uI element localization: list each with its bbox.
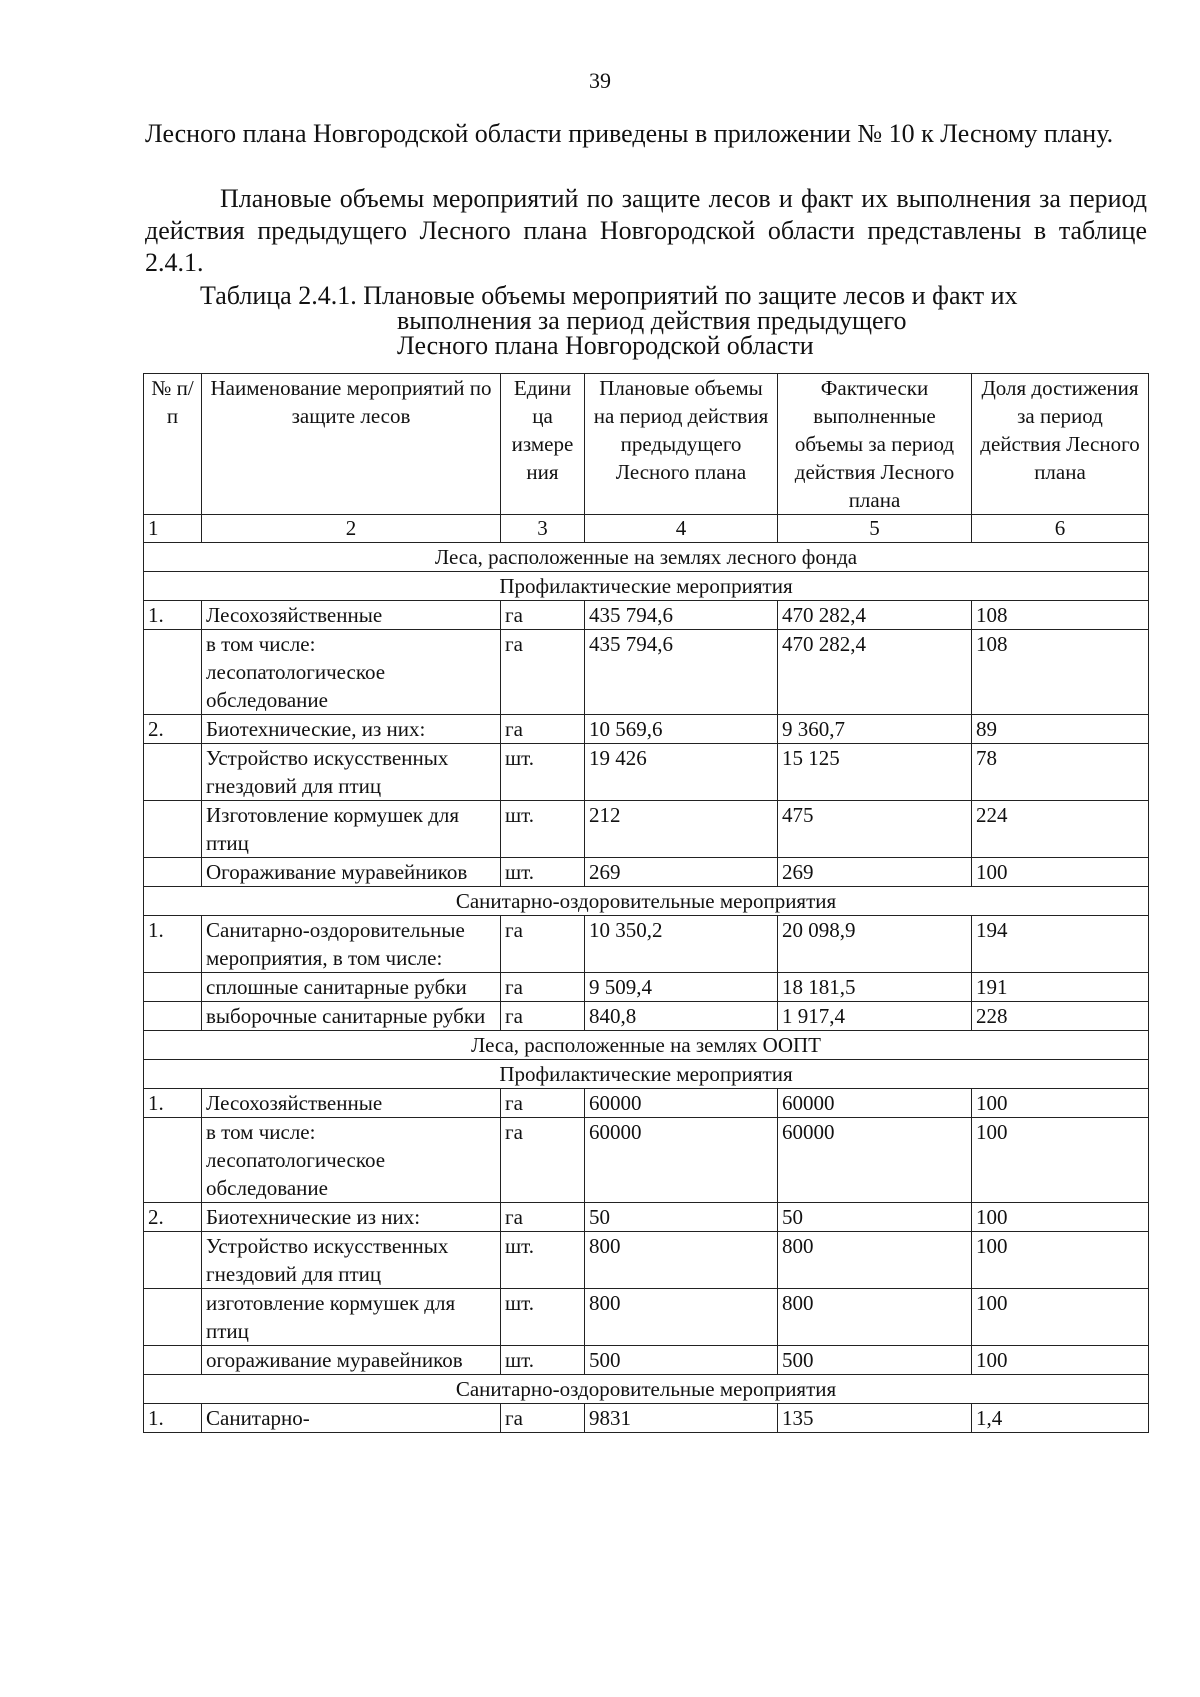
achievement-percent: 1,4 xyxy=(972,1404,1149,1433)
actual-value: 800 xyxy=(778,1289,972,1346)
planned-value: 269 xyxy=(585,858,778,887)
planned-value: 10 569,6 xyxy=(585,715,778,744)
row-number: 1. xyxy=(144,1404,202,1433)
table-row xyxy=(144,973,1149,1002)
unit: шт. xyxy=(501,1289,585,1346)
unit: га xyxy=(501,630,585,715)
table-caption-line: Таблица 2.4.1. Плановые объемы мероприятий по защите лесов и факт их xyxy=(200,281,1018,310)
column-number: 1 xyxy=(144,515,202,543)
achievement-percent: 100 xyxy=(972,1089,1149,1118)
table-row xyxy=(144,1289,1149,1346)
unit: га xyxy=(501,973,585,1002)
planned-value: 800 xyxy=(585,1232,778,1289)
table-header-row xyxy=(144,374,1149,515)
column-number: 2 xyxy=(202,515,501,543)
section-title: Профилактические мероприятия xyxy=(144,1060,1149,1089)
planned-value: 9 509,4 xyxy=(585,973,778,1002)
table-section-row xyxy=(144,572,1149,601)
table-row xyxy=(144,1232,1149,1289)
section-title: Санитарно-оздоровительные мероприятия xyxy=(144,887,1149,916)
section-title: Профилактические мероприятия xyxy=(144,572,1149,601)
unit: шт. xyxy=(501,1346,585,1375)
actual-value: 470 282,4 xyxy=(778,601,972,630)
column-numbers-row xyxy=(144,515,1149,543)
header-activity-name: Наименование мероприятий по защите лесов xyxy=(202,374,501,515)
page-number: 39 xyxy=(589,68,611,93)
table-section-row xyxy=(144,543,1149,572)
unit: га xyxy=(501,1002,585,1031)
achievement-percent: 100 xyxy=(972,1346,1149,1375)
table-row xyxy=(144,744,1149,801)
activity-name: выборочные санитарные рубки xyxy=(202,1002,501,1031)
actual-value: 470 282,4 xyxy=(778,630,972,715)
achievement-percent: 100 xyxy=(972,1118,1149,1203)
achievement-percent: 100 xyxy=(972,858,1149,887)
planned-value: 60000 xyxy=(585,1118,778,1203)
activity-name: Санитарно-оздоровительные мероприятия, в том числе: xyxy=(202,916,501,973)
actual-value: 800 xyxy=(778,1232,972,1289)
table-row xyxy=(144,858,1149,887)
actual-value: 135 xyxy=(778,1404,972,1433)
paragraph-table-reference: Плановые объемы мероприятий по защите лесов и факт их выполнения за период действия предыдущего Лесного плана Новгородской области представлены в таблице 2.4.1. xyxy=(145,184,1147,277)
planned-value: 500 xyxy=(585,1346,778,1375)
planned-value: 19 426 xyxy=(585,744,778,801)
table-row xyxy=(144,1118,1149,1203)
unit: шт. xyxy=(501,744,585,801)
planned-value: 800 xyxy=(585,1289,778,1346)
unit: га xyxy=(501,1203,585,1232)
header-unit: Едини ца измере ния xyxy=(501,374,585,515)
unit: шт. xyxy=(501,1232,585,1289)
unit: га xyxy=(501,601,585,630)
unit: га xyxy=(501,1118,585,1203)
section-title: Леса, расположенные на землях лесного фонда xyxy=(144,543,1149,572)
header-achievement-share: Доля достижения за период действия Лесного плана xyxy=(972,374,1149,515)
table-caption-line: выполнения за период действия предыдущего xyxy=(397,306,907,335)
actual-value: 9 360,7 xyxy=(778,715,972,744)
actual-value: 60000 xyxy=(778,1118,972,1203)
table-row xyxy=(144,715,1149,744)
planned-value: 212 xyxy=(585,801,778,858)
table-caption-line: Лесного плана Новгородской области xyxy=(397,331,814,360)
header-planned-volume: Плановые объемы на период действия предыдущего Лесного плана xyxy=(585,374,778,515)
row-number xyxy=(144,744,202,801)
table-row xyxy=(144,601,1149,630)
table-body xyxy=(144,543,1149,1433)
header-actual-volume: Фактически выполненные объемы за период действия Лесного плана xyxy=(778,374,972,515)
achievement-percent: 228 xyxy=(972,1002,1149,1031)
unit: га xyxy=(501,1404,585,1433)
table-caption xyxy=(200,283,1160,358)
achievement-percent: 100 xyxy=(972,1232,1149,1289)
column-number: 4 xyxy=(585,515,778,543)
row-number xyxy=(144,630,202,715)
actual-value: 60000 xyxy=(778,1089,972,1118)
table-row xyxy=(144,1002,1149,1031)
row-number xyxy=(144,1346,202,1375)
achievement-percent: 108 xyxy=(972,601,1149,630)
table-row xyxy=(144,1404,1149,1433)
unit: шт. xyxy=(501,801,585,858)
activity-name: изготовление кормушек для птиц xyxy=(202,1289,501,1346)
table-row xyxy=(144,1346,1149,1375)
planned-value: 435 794,6 xyxy=(585,630,778,715)
table-row xyxy=(144,1089,1149,1118)
column-number: 3 xyxy=(501,515,585,543)
column-number: 6 xyxy=(972,515,1149,543)
actual-value: 1 917,4 xyxy=(778,1002,972,1031)
unit: га xyxy=(501,1089,585,1118)
planned-value: 60000 xyxy=(585,1089,778,1118)
forest-protection-table xyxy=(143,373,1149,1433)
actual-value: 475 xyxy=(778,801,972,858)
row-number xyxy=(144,1118,202,1203)
activity-name: в том числе: лесопатологическое обследование xyxy=(202,1118,501,1203)
achievement-percent: 194 xyxy=(972,916,1149,973)
row-number xyxy=(144,973,202,1002)
planned-value: 10 350,2 xyxy=(585,916,778,973)
table-section-row xyxy=(144,1375,1149,1404)
header-number: № п/п xyxy=(144,374,202,515)
achievement-percent: 108 xyxy=(972,630,1149,715)
table-row xyxy=(144,630,1149,715)
activity-name: в том числе: лесопатологическое обследование xyxy=(202,630,501,715)
activity-name: Огораживание муравейников xyxy=(202,858,501,887)
activity-name: сплошные санитарные рубки xyxy=(202,973,501,1002)
activity-name: Устройство искусственных гнездовий для птиц xyxy=(202,1232,501,1289)
actual-value: 500 xyxy=(778,1346,972,1375)
table-section-row xyxy=(144,1060,1149,1089)
table-section-row xyxy=(144,887,1149,916)
actual-value: 18 181,5 xyxy=(778,973,972,1002)
row-number: 2. xyxy=(144,1203,202,1232)
achievement-percent: 100 xyxy=(972,1289,1149,1346)
achievement-percent: 191 xyxy=(972,973,1149,1002)
actual-value: 20 098,9 xyxy=(778,916,972,973)
table-row xyxy=(144,916,1149,973)
planned-value: 50 xyxy=(585,1203,778,1232)
achievement-percent: 224 xyxy=(972,801,1149,858)
activity-name: Лесохозяйственные xyxy=(202,601,501,630)
row-number: 1. xyxy=(144,1089,202,1118)
actual-value: 50 xyxy=(778,1203,972,1232)
activity-name: Устройство искусственных гнездовий для птиц xyxy=(202,744,501,801)
table-row xyxy=(144,1203,1149,1232)
achievement-percent: 78 xyxy=(972,744,1149,801)
activity-name: Санитарно- xyxy=(202,1404,501,1433)
activity-name: огораживание муравейников xyxy=(202,1346,501,1375)
unit: га xyxy=(501,715,585,744)
section-title: Леса, расположенные на землях ООПТ xyxy=(144,1031,1149,1060)
row-number xyxy=(144,1002,202,1031)
actual-value: 15 125 xyxy=(778,744,972,801)
achievement-percent: 100 xyxy=(972,1203,1149,1232)
row-number xyxy=(144,801,202,858)
planned-value: 840,8 xyxy=(585,1002,778,1031)
achievement-percent: 89 xyxy=(972,715,1149,744)
row-number: 2. xyxy=(144,715,202,744)
table-section-row xyxy=(144,1031,1149,1060)
unit: га xyxy=(501,916,585,973)
row-number: 1. xyxy=(144,916,202,973)
planned-value: 9831 xyxy=(585,1404,778,1433)
actual-value: 269 xyxy=(778,858,972,887)
row-number xyxy=(144,1289,202,1346)
unit: шт. xyxy=(501,858,585,887)
activity-name: Лесохозяйственные xyxy=(202,1089,501,1118)
activity-name: Изготовление кормушек для птиц xyxy=(202,801,501,858)
activity-name: Биотехнические из них: xyxy=(202,1203,501,1232)
row-number xyxy=(144,858,202,887)
planned-value: 435 794,6 xyxy=(585,601,778,630)
activity-name: Биотехнические, из них: xyxy=(202,715,501,744)
paragraph-intro: Лесного плана Новгородской области приведены в приложении № 10 к Лесному плану. xyxy=(145,119,1114,148)
row-number: 1. xyxy=(144,601,202,630)
table-row xyxy=(144,801,1149,858)
section-title: Санитарно-оздоровительные мероприятия xyxy=(144,1375,1149,1404)
column-number: 5 xyxy=(778,515,972,543)
row-number xyxy=(144,1232,202,1289)
